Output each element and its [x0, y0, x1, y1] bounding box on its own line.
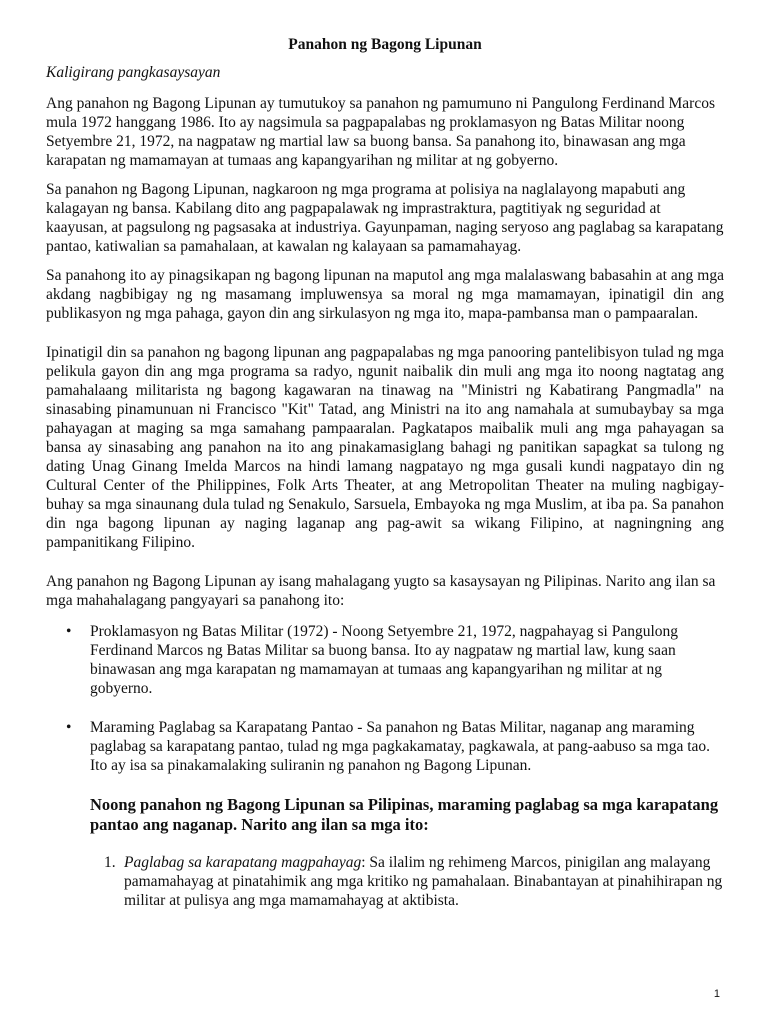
item-number: 1.	[104, 854, 116, 871]
numbered-item	[46, 853, 724, 910]
item-text: : Sa ilalim ng rehimeng Marcos, pinigilan ang malayang pamamahayag at pinatahimik ang mga kritiko ng pamahalaan. Binabantayan at pinahihirapan ng militar at pulisya ang mga mamamahayag at aktibista.	[124, 854, 723, 909]
rights-violations-heading: Noong panahon ng Bagong Lipunan sa Pilipinas, maraming paglabag sa mga karapatang pantao ang naganap. Narito ang ilan sa mga ito:	[90, 795, 719, 834]
paragraph-5: Ang panahon ng Bagong Lipunan ay isang mahalagang yugto sa kasaysayan ng Pilipinas. Narito ang ilan sa mga mahahalagang pangyayari sa panahong ito:	[46, 573, 716, 609]
list-item	[46, 622, 724, 698]
page-number: 1	[713, 988, 720, 1000]
numbered-list	[46, 853, 724, 910]
section-subtitle: Kaligirang pangkasaysayan	[46, 64, 221, 81]
bullet-icon: •	[66, 623, 72, 640]
document-page	[46, 36, 724, 910]
paragraph-4: Ipinatigil din sa panahon ng bagong lipunan ang pagpapalabas ng mga panooring pantelibisyon tulad ng mga pelikula gayon din ang mga programa sa radyo, ngunit naibalik din muli ang mga ito noong nagtatag ang pamahalaang militarista ng bagong kagawaran na tinawag na "Ministri ng Kabatirang Pangmadla" na sinasabing pinamunuan ni Francisco "Kit" Tatad, ang Ministri na ito ang namahala at sumubaybay sa mga pahayagan at maging sa mga samahang pampaaralan. Pagkatapos maibalik muli ang mga pahayagan sa bansa ay sinasabing ang panahon na ito ang pinakamasiglang bahagi ng panitikan sapagkat sa tulong ng dating Unag Ginang Imelda Marcos na hindi lamang nagpatayo ng mga gusali kundi nagpatayo din ng Cultural Center of the Philippines, Folk Arts Theater, at ang Metropolitan Theater na muling nagbigay- buhay sa mga sinaunang dula tulad ng Senakulo, Sarsuela, Embayoka ng mga Muslim, at iba pa. Sa panahon din nga bagong lipunan ay naging laganap ang pag-awit sa wikang Filipino, at nagningning ang pampanitikang Filipino.	[46, 344, 724, 551]
paragraph-2: Sa panahon ng Bagong Lipunan, nagkaroon ng mga programa at polisiya na naglalayong mapabuti ang kalagayan ng bansa. Kabilang dito ang pagpapalawak ng imprastraktura, pagtitiyak ng seguridad at kaayusan, at pagsulong ng pagsasaka at industriya. Gayunpaman, naging seryoso ang paglabag sa karapatang pantao, katiwalian sa pamahalaan, at kawalan ng kalayaan sa pamamahayag.	[46, 181, 724, 255]
list-item-text: Proklamasyon ng Batas Militar (1972) - Noong Setyembre 21, 1972, nagpahayag si Pangulong Ferdinand Marcos ng Batas Militar sa buong bansa. Ito ay nagpataw ng martial law, kung saan binawasan ang mga karapatan ng mamamayan at tumaas ang kapangyarihan ng militar at ng gobyerno.	[90, 623, 679, 697]
paragraph-3: Sa panahong ito ay pinagsikapan ng bagong lipunan na maputol ang mga malalaswang babasahin at ang mga akdang nagbibigay ng ng masamang impluwensya sa moral ng mga mamamayan, ipinatigil din ang publikasyon ng mga pahaga, gayon din ang sirkulasyon ng mga ito, mapa-pambansa man o pampaaralan.	[46, 267, 724, 322]
page-title: Panahon ng Bagong Lipunan	[288, 36, 482, 53]
item-term: Paglabag sa karapatang magpahayag	[124, 854, 362, 871]
paragraph-1: Ang panahon ng Bagong Lipunan ay tumutukoy sa panahon ng pamumuno ni Pangulong Ferdinand Marcos mula 1972 hanggang 1986. Ito ay nagsimula sa pagpapalabas ng proklamasyon ng Batas Militar noong Setyembre 21, 1972, na nagpataw ng martial law sa buong bansa. Sa panahong ito, binawasan ang mga karapatan ng mamamayan at tumaas ang kapangyarihan ng militar at ng gobyerno.	[46, 95, 715, 169]
bullet-icon: •	[66, 719, 72, 736]
bullet-list	[46, 622, 724, 775]
list-item	[46, 718, 724, 775]
list-item-text: Maraming Paglabag sa Karapatang Pantao - Sa panahon ng Batas Militar, naganap ang maraming paglabag sa karapatang pantao, tulad ng mga pagkakamatay, pagkawala, at pang-aabuso sa mga tao. Ito ay isa sa pinakamalaking suliranin ng panahon ng Bagong Lipunan.	[90, 719, 711, 774]
